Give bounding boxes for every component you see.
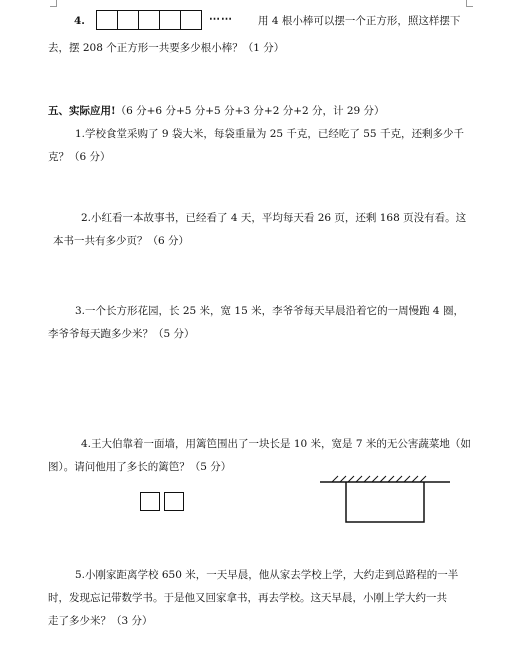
- answer-box: [164, 492, 184, 511]
- problem-5-line1: 5.小刚家距离学校 650 米，一天早晨，他从家去学校上学，大约走到总路程的一半: [75, 569, 459, 581]
- problem-5-line3: 走了多少米？（3 分）: [48, 615, 153, 627]
- problem-4-line2: 图）。请问他用了多长的篱笆？（5 分）: [48, 461, 232, 473]
- problem-1-line2: 克？（6 分）: [48, 151, 111, 163]
- problem-2-line2: 本书一共有多少页？（6 分）: [53, 235, 190, 247]
- square: [180, 10, 202, 30]
- problem-3-line1: 3.一个长方形花园，长 25 米，宽 15 米，李爷爷每天早晨沿着它的一周慢跑 4 圈，: [75, 305, 464, 317]
- wall-hatching: [332, 476, 426, 482]
- page-corner-mark: [466, 0, 473, 7]
- q4-text: 用 4 根小棒可以摆一个正方形，照这样摆下: [258, 15, 461, 27]
- section-title: 五、实际应用!: [48, 105, 116, 117]
- answer-box: [140, 492, 160, 511]
- problem-2-line1: 2.小红看一本故事书，已经看了 4 天，平均每天看 26 页，还剩 168 页没有看。这: [81, 212, 467, 224]
- section-scoring: （6 分+6 分+5 分+5 分+3 分+2 分+2 分，计 29 分）: [115, 105, 385, 117]
- q4-number: 4.: [74, 15, 85, 27]
- page-corner-mark: [50, 0, 57, 7]
- ellipsis: ⋯⋯: [209, 12, 233, 25]
- q4-text-line2: 去，摆 208 个正方形一共要多少根小棒？（1 分）: [48, 42, 285, 54]
- square: [159, 10, 181, 30]
- wall-fence-diagram: [318, 468, 458, 528]
- square: [117, 10, 139, 30]
- square: [96, 10, 118, 30]
- square: [138, 10, 160, 30]
- problem-4-line1: 4.王大伯靠着一面墙，用篱笆围出了一块长是 10 米，宽是 7 米的无公害蔬菜地（如: [81, 438, 471, 450]
- fence-outline: [346, 482, 424, 522]
- problem-1-line1: 1.学校食堂采购了 9 袋大米，每袋重量为 25 千克，已经吃了 55 千克，还剩多少千: [75, 128, 464, 140]
- problem-3-line2: 李爷爷每天跑多少米？（5 分）: [48, 328, 195, 340]
- squares-figure: [96, 10, 201, 32]
- problem-5-line2: 时，发现忘记带数学书。于是他又回家拿书，再去学校。这天早晨，小刚上学大约一共: [48, 592, 447, 604]
- section-heading: [48, 104, 385, 118]
